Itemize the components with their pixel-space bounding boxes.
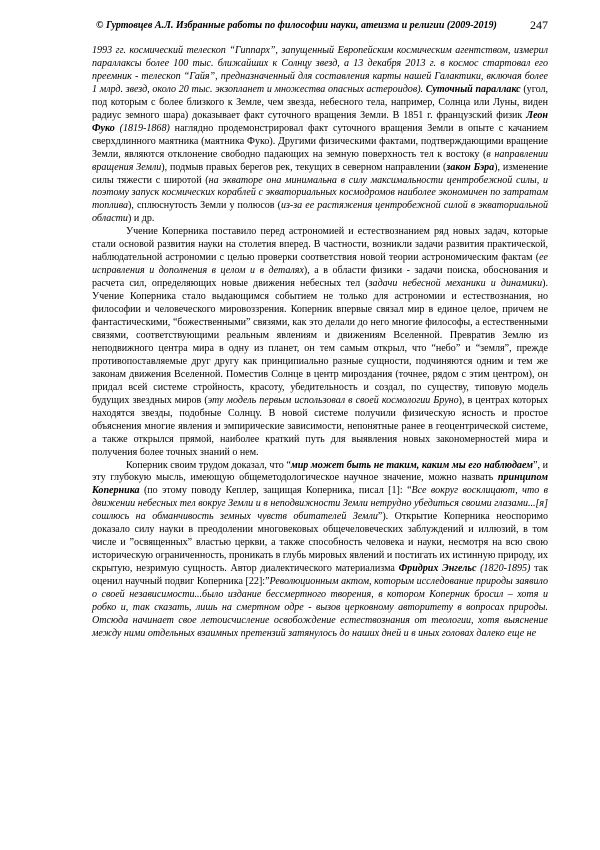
term-baer-law: закон Бэра xyxy=(446,161,495,173)
header-title: © Гуртовцев А.Л. Избранные работы по философии науки, атеизма и религии (2009-2019) xyxy=(96,20,497,31)
quote-kepler: Все вокруг восклицают, что в движении небесных тел вокруг Земли и в неподвижности Земли нетрудно убедиться своими глазами...[я] сошлюсь на обманчивость земных чувств обитателей Земли xyxy=(92,485,549,523)
quote-engels: Революционным актом, которым исследование природы заявило о своей независимости...было издание бессмертного творения, в котором Коперник бросил – хотя и робко и, так сказать, лишь на смертном одре - вызов церковному авторитету в вопросах природы. Отсюда начинает свое летоисчисление освобождение естествознания от теологии, хотя выяснение между ними отдельных взаимных претензий затянулось до наших дней и в иных головах далеко еще не xyxy=(92,576,548,639)
text-run: эту модель первым использовал в своей космологии Бруно xyxy=(207,394,459,406)
text-run: ее исправления и дополнения в целом и в деталях xyxy=(92,252,548,277)
text-run: так оценил научный подвиг Коперника [22]:” xyxy=(92,563,548,588)
term-copernican-principle: принципом Коперника xyxy=(92,472,548,497)
name-foucault: Леон Фуко xyxy=(92,109,548,134)
text-run: ), сплюснутость Земли у полюсов ( xyxy=(128,200,281,212)
text-run: ), подмыв правых берегов рек, текущих в северном направлении ( xyxy=(161,161,447,173)
text-run: ), в центрах которых находятся звезды, подобные Солнцу. В новой системе получили физическую ясность и простое объяснения многие явления и эмпирические зависимости, непонятные ранее в геоцентрической системе, а также открылся прямой, наиболее краткий путь для выявления новых закономерностей мира и получения более точных знаний о нем. xyxy=(92,394,549,458)
text-run: (угол, под которым с более близкого к Земле, чем звезда, небесного тела, например, Солнца или Луны, виден радиус земного шара) доказывает факт суточного вращения Земли. В 1851 г. французский физик xyxy=(92,83,548,121)
years-engels: (1820-1895) xyxy=(480,563,531,575)
name-engels: Фридрих Энгельс xyxy=(398,563,477,575)
text-run: ). Учение Коперника стало выдающимся событием не только для астрономии и естествознания, но философии и человеческого мировоззрения. Коперник впервые связал мир в единое целое, причем не фантастическими, “божественными” связями, как это делали до него многие философы, а естественными связями, соответствующими реальным явлениям и движениям Вселенной. Превратив Землю из неподвижного центра мира в одну из планет, он тем самым открыл, что “небо” и “земля”, прежде противопоставляемые друг другу как принципиально разные сущности, подчиняются одним и тем же законам движения Вселенной. Поместив Солнце в центр мироздания (точнее, рядом с этим центром), он придал всей системе стройность, красоту, убедительность и создал, по существу, типовую модель будущих звездных миров ( xyxy=(92,278,549,406)
text-run: ), изменение силы тяжести с широтой ( xyxy=(92,161,548,186)
text-run: 1993 гг. космический телескоп “Гиппарх”, запущенный Европейским космическим агентством, измерил параллаксы более 100 тыс. ближайших к Солнцу звезд, а 13 декабря 2013 г. в космос стартовал его преемник - телескоп “Гайя”, предназначенный для составления карты нашей Галактики, включая более 1 млрд. звезд, около 20 тыс. экзопланет и множества опасных астероидов). xyxy=(92,45,548,95)
text-run: (по этому поводу Кеплер, защищая Коперника, писал [1]: “ xyxy=(139,485,412,497)
term-diurnal-parallax: Суточный параллакс xyxy=(425,83,521,95)
text-run: на экваторе она минимальна в силу максимальности центробежной силы, и поэтому запуск космических кораблей с экваториальных космодромов наиболее экономичен по затратам топлива xyxy=(92,174,548,212)
text-run: в направлении вращения Земли xyxy=(92,148,548,173)
paragraph-3 xyxy=(92,460,548,641)
years-foucault: (1819-1868) xyxy=(119,122,170,134)
text-run: задачи небесной механики и динамики xyxy=(368,278,543,290)
text-run: ) и др. xyxy=(127,213,155,225)
text-run: Учение Коперника поставило перед астрономией и естествознанием ряд новых задач, которые стали основой развития науки на столетия вперед. В частности, возникли задачи развития практической, наблюдательной астрономии с целью проверки соответствия новой теории астрономическим фактам ( xyxy=(92,226,548,264)
quote-world-not-as-observed: мир может быть не таким, каким мы его наблюдаем xyxy=(290,459,534,471)
paragraph-2 xyxy=(92,226,548,459)
document-body xyxy=(92,45,548,641)
text-run: ), а в области физики - задачи поиска, обоснования и расчета сил, определяющих новые движения небесных тел ( xyxy=(92,265,549,290)
text-run: ”). Открытие Коперника неоспоримо доказало силу науки в преодолении многовековых общечеловеческих заблуждений и иллюзий, в том числе и ”освященных” властью церкви, а также способность человека и науки, несмотря на всю свою историческую ограниченность, проникать в глубь мировых явлений и постигать их истинную природу, их скрытую, незримую сущность. Автор диалектического материализма xyxy=(92,511,548,575)
paragraph-1 xyxy=(92,45,548,226)
text-run: наглядно продемонстрировал факт суточного вращения Земли в опыте с качанием сверхдлинного маятника (маятника Фуко). Другими физическими фактами, подтверждающими вращение Земли, являются отклонение свободно падающих на земную поверхность тел к востоку ( xyxy=(92,122,548,160)
text-run: из-за ее растяжения центробежной силой в экваториальной области xyxy=(92,200,549,225)
page-header xyxy=(96,20,548,36)
page-number: 247 xyxy=(530,18,548,32)
text-run: ”, и эту глубокую мысль, имеющую общеметодологическое научное значение, можно назвать xyxy=(92,459,549,484)
text-run: Коперник своим трудом доказал, что “ xyxy=(126,459,291,471)
